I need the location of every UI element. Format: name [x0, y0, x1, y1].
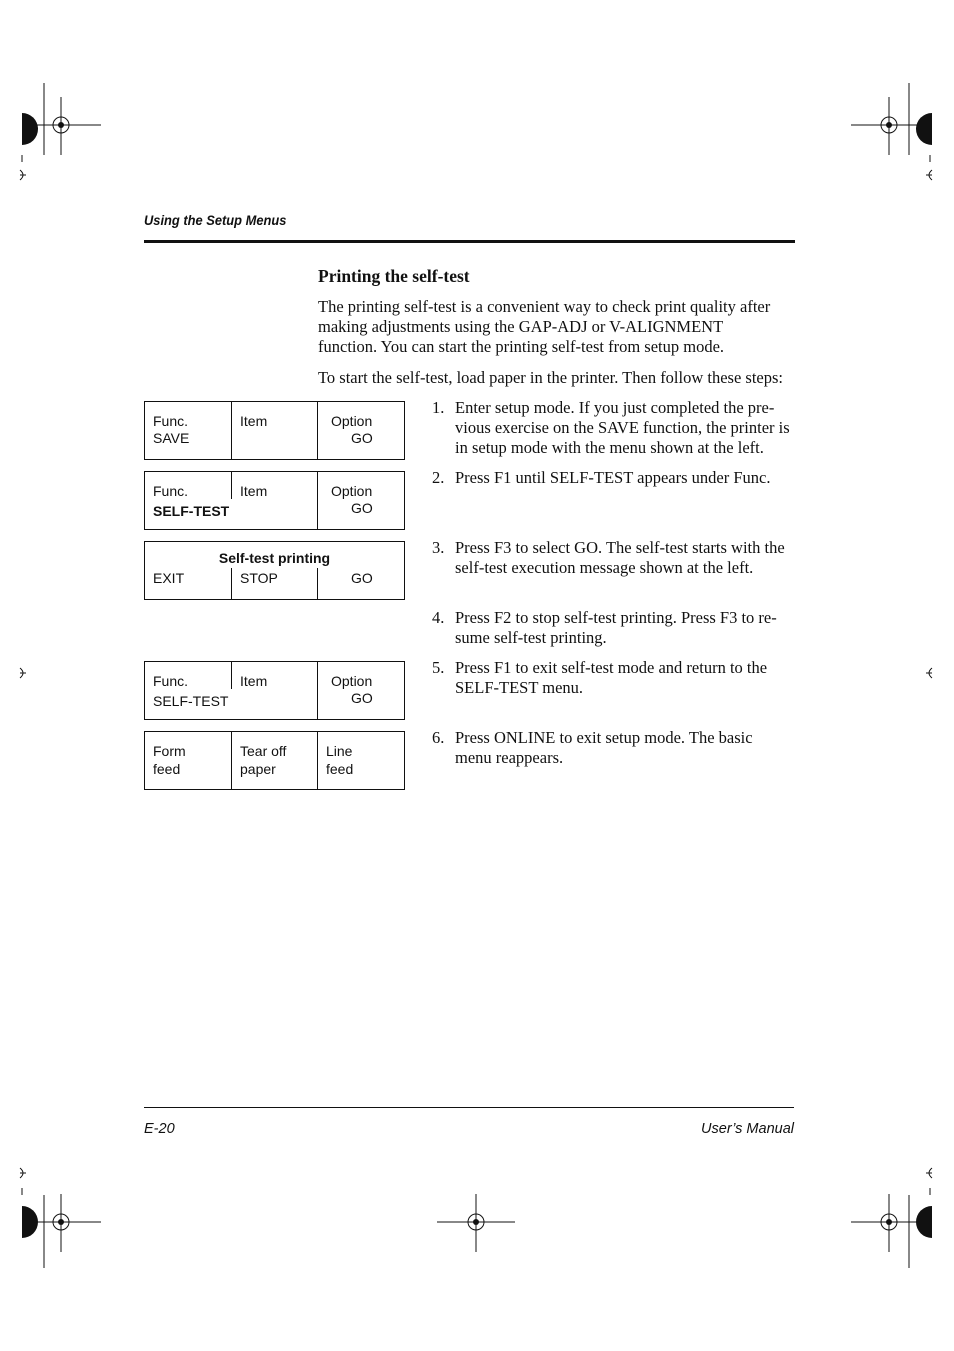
panel-form-feed-label: Form: [153, 743, 186, 759]
panel-stop-label: STOP: [240, 570, 278, 586]
panel-option-label: Option: [331, 673, 373, 689]
panel-option-value: GO: [351, 690, 373, 706]
step-text: [455, 728, 795, 768]
panel-banner: Self-test printing: [218, 550, 331, 566]
panel-func-value: SELF-TEST: [153, 693, 229, 709]
panel-divider: [231, 472, 232, 499]
step-number: 4.: [432, 608, 445, 627]
step-line: Press F1 until SELF-TEST appears under Func.: [455, 468, 771, 487]
panel-func-value: SAVE: [153, 430, 190, 446]
panel-item-label: Item: [240, 483, 268, 499]
step-text: [455, 468, 795, 488]
step-line: sume self-test printing.: [455, 628, 607, 647]
panel-item-label: Item: [240, 673, 268, 689]
intro-paragraph: [318, 297, 796, 357]
step-line: Press F1 to exit self-test mode and return to the: [455, 658, 768, 677]
panel-divider: [231, 732, 232, 789]
panel-divider: [231, 568, 232, 599]
step-line: vious exercise on the SAVE function, the printer is: [455, 418, 790, 437]
lead-paragraph: To start the self-test, load paper in the printer. Then follow these steps:: [318, 368, 784, 387]
step-line: Press F3 to select GO. The self-test starts with the: [455, 538, 785, 557]
operator-panel-self-test: [144, 471, 405, 530]
panel-form-feed-label-2: feed: [153, 761, 181, 777]
step-text: [455, 658, 795, 698]
step-number: 1.: [432, 398, 445, 417]
step-line: self-test execution message shown at the left.: [455, 558, 754, 577]
intro-line: function. You can start the printing self-test from setup mode.: [318, 337, 725, 356]
step-line: Press ONLINE to exit setup mode. The basic: [455, 728, 753, 747]
step-line: Enter setup mode. If you just completed the pre-: [455, 398, 775, 417]
panel-divider: [317, 568, 318, 599]
step-line: in setup mode with the menu shown at the left.: [455, 438, 764, 457]
panel-func-label: Func.: [153, 483, 189, 499]
panel-line-feed-label-2: feed: [326, 761, 354, 777]
panel-option-label: Option: [331, 483, 373, 499]
header-rule: [144, 240, 795, 243]
step-number: 6.: [432, 728, 445, 747]
footer-rule: [144, 1107, 794, 1108]
panel-func-label: Func.: [153, 673, 189, 689]
operator-panel-printing: [144, 541, 405, 600]
panel-divider: [317, 732, 318, 789]
step-text: [455, 398, 795, 458]
step-number: 3.: [432, 538, 445, 557]
step-number: 2.: [432, 468, 445, 487]
operator-panel-save: [144, 401, 405, 460]
panel-divider: [317, 662, 318, 719]
step-text: [455, 538, 795, 578]
panel-func-label: Func.: [153, 413, 189, 429]
step-line: menu reappears.: [455, 748, 564, 767]
operator-panel-basic: [144, 731, 405, 790]
step-number: 5.: [432, 658, 445, 677]
panel-divider: [231, 662, 232, 689]
step-line: SELF-TEST menu.: [455, 678, 584, 697]
panel-go-label: GO: [351, 570, 373, 586]
panel-item-label: Item: [240, 413, 268, 429]
panel-line-feed-label: Line: [326, 743, 353, 759]
panel-tear-off-label-2: paper: [240, 761, 276, 777]
panel-option-label: Option: [331, 413, 373, 429]
page-number: E-20: [144, 1121, 175, 1137]
panel-exit-label: EXIT: [153, 570, 185, 586]
running-header: Using the Setup Menus: [144, 212, 287, 228]
step-text: [455, 608, 795, 648]
panel-func-value: SELF-TEST: [153, 503, 230, 519]
panel-divider: [317, 472, 318, 529]
intro-line: making adjustments using the GAP-ADJ or V-ALIGNMENT: [318, 317, 724, 336]
panel-divider: [231, 402, 232, 459]
panel-option-value: GO: [351, 430, 373, 446]
intro-line: The printing self-test is a convenient way to check print quality after: [318, 297, 771, 316]
panel-tear-off-label: Tear off: [240, 743, 287, 759]
panel-divider: [317, 402, 318, 459]
panel-option-value: GO: [351, 500, 373, 516]
section-title: Printing the self-test: [318, 266, 470, 286]
step-line: Press F2 to stop self-test printing. Press F3 to re-: [455, 608, 777, 627]
operator-panel-self-test-menu: [144, 661, 405, 720]
manual-title: User’s Manual: [701, 1121, 794, 1137]
